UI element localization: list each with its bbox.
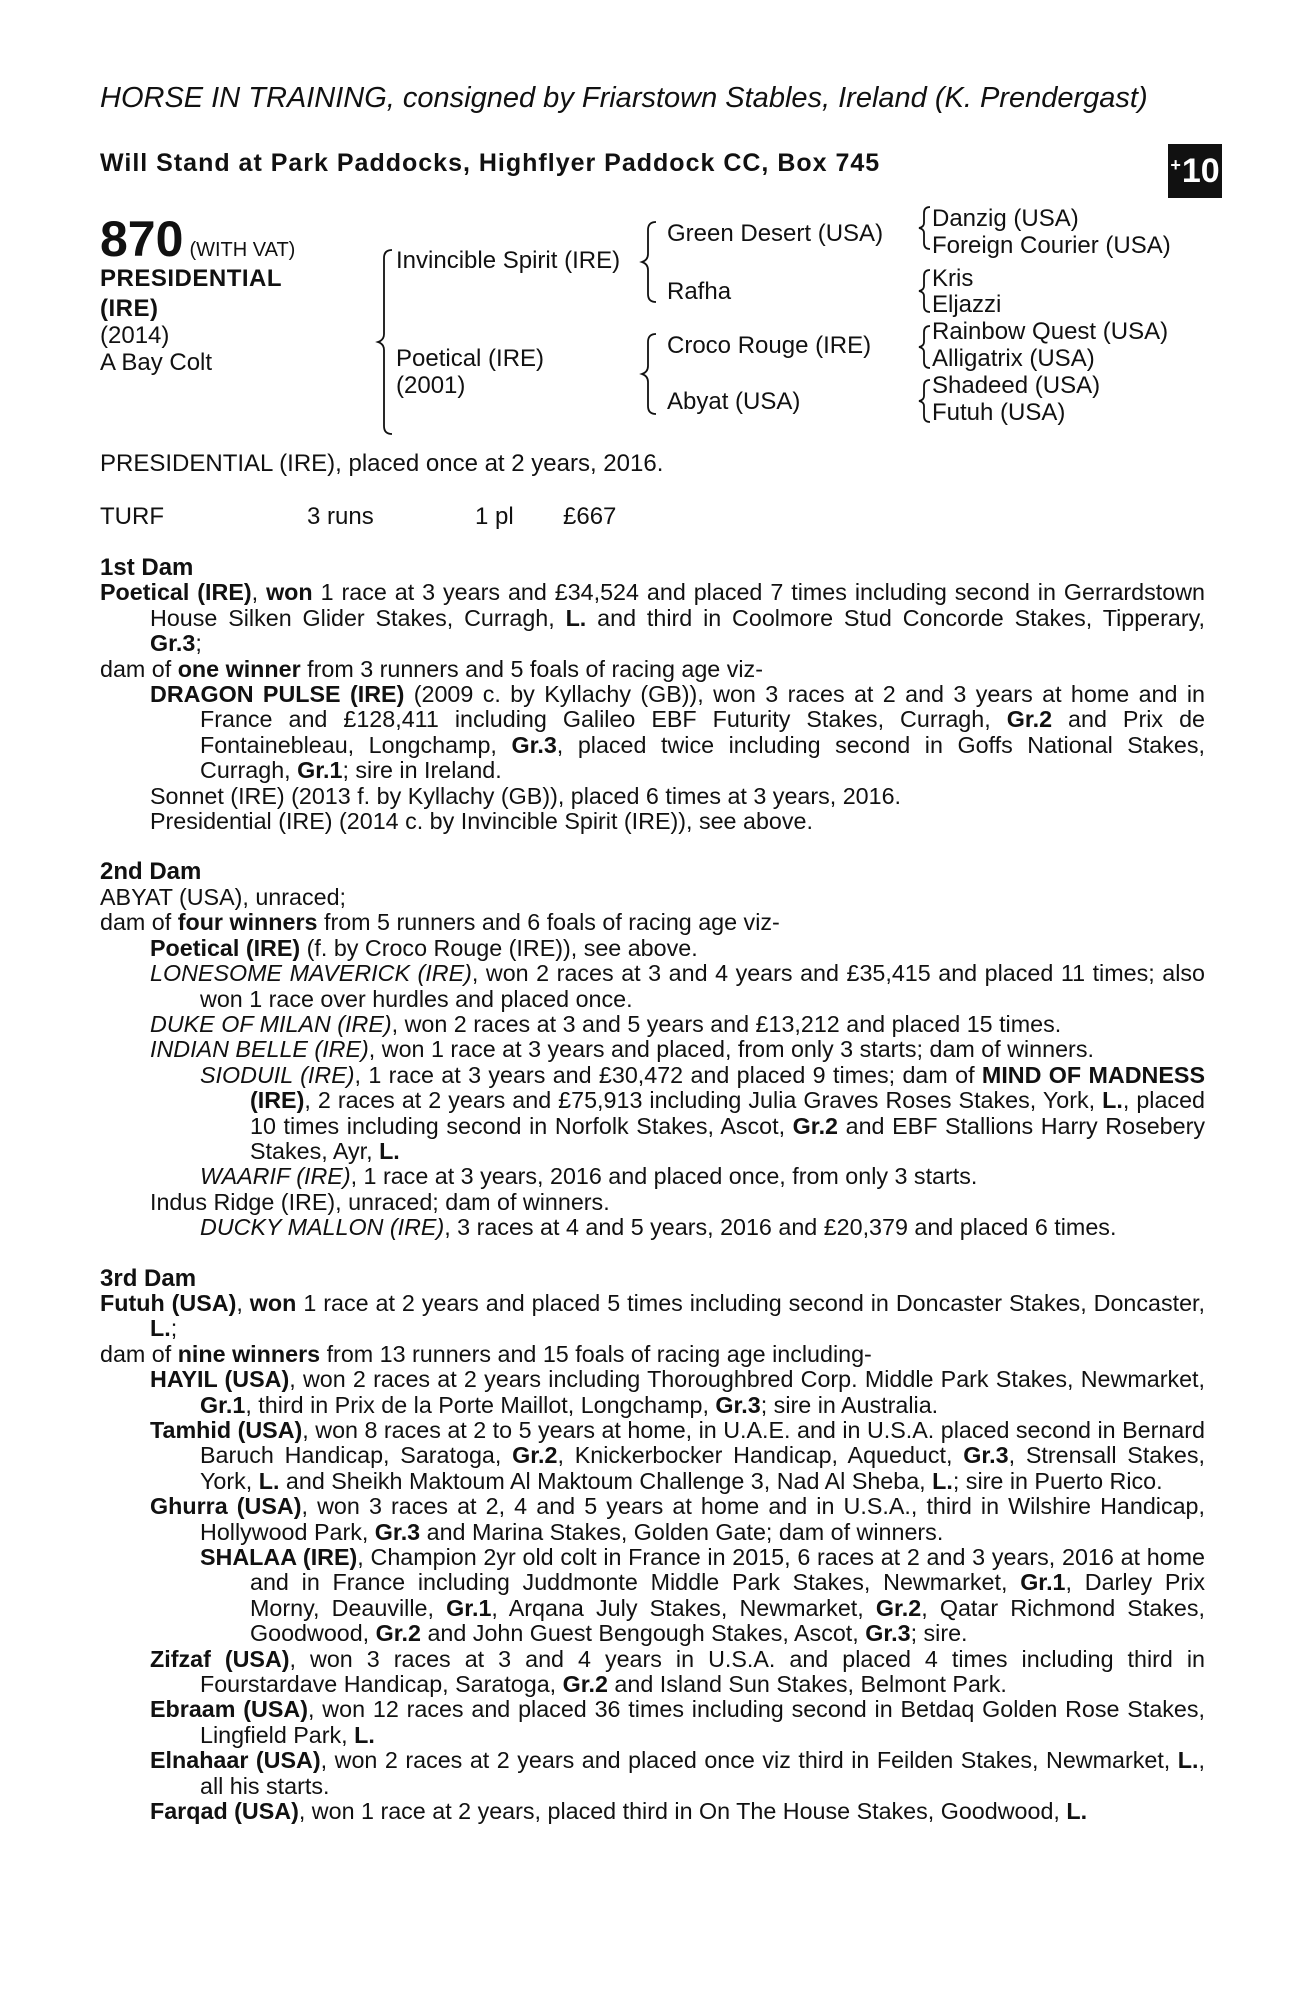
dam2-offspring-5: Indus Ridge (IRE), unraced; dam of winners. bbox=[150, 1188, 610, 1215]
badge-plus: + bbox=[1170, 154, 1181, 175]
ped-dsd: Alligatrix (USA) bbox=[932, 345, 1095, 372]
ped-sds: Kris bbox=[932, 265, 974, 292]
dam-sire: Croco Rouge (IRE) bbox=[667, 332, 872, 359]
sire: Invincible Spirit (IRE) bbox=[396, 247, 621, 274]
dam3-offspring-5: Ebraam (USA), won 12 races and placed 36 times including second in Betdaq Golden Rose Stakes, Lingfield Park, L. bbox=[150, 1696, 1206, 1748]
dam3-grand-1: SHALAA (IRE), Champion 2yr old colt in France in 2015, 6 races at 2 and 3 years, 2016 at home and in France including Juddmonte Middle Park Stakes, Newmarket, Gr.1, Darley Prix Morny, Deauville, Gr.1, Arqana July Stakes, Newmarket, Gr.2, Qatar Richmond Stakes, Goodwood, Gr.2 and John Guest Bengough Stakes, Ascot, Gr.3; sire. bbox=[200, 1544, 1206, 1647]
turf-earnings: £667 bbox=[563, 503, 617, 530]
ped-dds: Shadeed (USA) bbox=[932, 372, 1101, 399]
catalogue-body bbox=[100, 555, 1205, 1825]
ped-sdd: Eljazzi bbox=[932, 291, 1002, 318]
dam3-offspring-6: Elnahaar (USA), won 2 races at 2 years and placed once viz third in Feilden Stakes, Newmarket, L., all his starts. bbox=[150, 1747, 1205, 1799]
horse-name-line2: (IRE) bbox=[100, 295, 159, 322]
vat-note: (WITH VAT) bbox=[189, 239, 296, 261]
dam2-offspring-3: DUKE OF MILAN (IRE), won 2 races at 3 and 5 years and £13,212 and placed 15 times. bbox=[150, 1010, 1062, 1037]
dam2-grand-1: SIODUIL (IRE), 1 race at 3 years and £30,472 and placed 9 times; dam of MIND OF MADNESS (IRE), 2 races at 2 years and £75,913 including Julia Graves Roses Stakes, York, L., placed 10 times including second in Norfolk Stakes, Ascot, Gr.2 and EBF Stallions Harry Rosebery Stakes, Ayr, L. bbox=[200, 1061, 1205, 1164]
horse-year: (2014) bbox=[100, 322, 170, 349]
dam2-produce: dam of four winners from 5 runners and 6 foals of racing age viz- bbox=[100, 909, 780, 936]
dam1-offspring-2: Sonnet (IRE) (2013 f. by Kyllachy (GB)), placed 6 times at 3 years, 2016. bbox=[150, 782, 902, 809]
turf-runs: 3 runs bbox=[307, 503, 374, 530]
turf-placed: 1 pl bbox=[475, 503, 514, 530]
badge-number: 10 bbox=[1181, 151, 1220, 190]
dam: Poetical (IRE) bbox=[396, 345, 545, 372]
sire-sire: Green Desert (USA) bbox=[667, 220, 884, 247]
lot-number: 870 bbox=[100, 211, 184, 267]
dam2-title: 2nd Dam bbox=[100, 858, 202, 886]
dam1-record: Poetical (IRE), won 1 race at 3 years and £34,524 and placed 7 times including second in Gerrardstown House Silken Glider Stakes, Curragh, L. and third in Coolmore Stud Concorde Stakes, Tipperary, Gr.3; bbox=[100, 579, 1205, 657]
dam1-title: 1st Dam bbox=[100, 554, 194, 581]
dam3-produce: dam of nine winners from 13 runners and 15 foals of racing age including- bbox=[100, 1340, 872, 1367]
dam2-offspring-4: INDIAN BELLE (IRE), won 1 race at 3 years and placed, from only 3 starts; dam of winners. bbox=[150, 1036, 1094, 1063]
dam3-record: Futuh (USA), won 1 race at 2 years and placed 5 times including second in Doncaster Stakes, Doncaster, L.; bbox=[100, 1289, 1206, 1342]
sire-dam: Rafha bbox=[667, 278, 732, 305]
dam-year: (2001) bbox=[396, 372, 466, 399]
horse-description: A Bay Colt bbox=[100, 349, 213, 376]
ped-sss: Danzig (USA) bbox=[932, 205, 1079, 232]
dam2-offspring-1: Poetical (IRE) (f. by Croco Rouge (IRE)), see above. bbox=[150, 934, 698, 961]
consignor-header: HORSE IN TRAINING, consigned by Friarstown Stables, Ireland (K. Prendergast) bbox=[100, 82, 1148, 114]
horse-name-line1: PRESIDENTIAL bbox=[100, 265, 283, 292]
ped-ssd: Foreign Courier (USA) bbox=[932, 232, 1171, 259]
pedigree-brackets bbox=[0, 0, 1314, 460]
stand-location: Will Stand at Park Paddocks, Highflyer Paddock CC, Box 745 bbox=[100, 149, 881, 177]
dam3-offspring-3: Ghurra (USA), won 3 races at 2, 4 and 5 years at home and in U.S.A., third in Wilshire Handicap, Hollywood Park, Gr.3 and Marina Stakes, Golden Gate; dam of winners. bbox=[150, 1493, 1205, 1545]
dam2-grand-2: WAARIF (IRE), 1 race at 3 years, 2016 and placed once, from only 3 starts. bbox=[200, 1163, 978, 1190]
turf-label: TURF bbox=[100, 503, 164, 530]
dam3-offspring-4: Zifzaf (USA), won 3 races at 3 and 4 years in U.S.A. and placed 4 times including third in Fourstardave Handicap, Saratoga, Gr.2 and Island Sun Stakes, Belmont Park. bbox=[150, 1645, 1205, 1698]
ped-ddd: Futuh (USA) bbox=[932, 399, 1066, 426]
dam1-offspring-3: Presidential (IRE) (2014 c. by Invincible Spirit (IRE)), see above. bbox=[150, 808, 813, 835]
dam1-offspring-1: DRAGON PULSE (IRE) (2009 c. by Kyllachy (GB)), won 3 races at 2 and 3 years at home and in France and £128,411 including Galileo EBF Futurity Stakes, Curragh, Gr.2 and Prix de Fontainebleau, Longchamp, Gr.3, placed twice including second in Goffs National Stakes, Curragh, Gr.1; sire in Ireland. bbox=[150, 681, 1205, 784]
dam-dam: Abyat (USA) bbox=[667, 388, 801, 415]
dam3-offspring-2: Tamhid (USA), won 8 races at 2 to 5 years at home, in U.A.E. and in U.S.A. placed second in Bernard Baruch Handicap, Saratoga, Gr.2, Knickerbocker Handicap, Aqueduct, Gr.3, Strensall Stakes, York, L. and Sheikh Maktoum Al Maktoum Challenge 3, Nad Al Sheba, L.; sire in Puerto Rico. bbox=[150, 1417, 1205, 1494]
race-summary: PRESIDENTIAL (IRE), placed once at 2 years, 2016. bbox=[100, 450, 664, 477]
dam1-produce: dam of one winner from 3 runners and 5 foals of racing age viz- bbox=[100, 655, 763, 682]
dam3-title: 3rd Dam bbox=[100, 1264, 197, 1292]
dam3-offspring-7: Farqad (USA), won 1 race at 2 years, placed third in On The House Stakes, Goodwood, L. bbox=[150, 1798, 1088, 1825]
dam2-offspring-2: LONESOME MAVERICK (IRE), won 2 races at 3 and 4 years and £35,415 and placed 11 times; also won 1 race over hurdles and placed once. bbox=[150, 960, 1206, 1012]
ped-dss: Rainbow Quest (USA) bbox=[932, 318, 1169, 345]
dam2-grand-3: DUCKY MALLON (IRE), 3 races at 4 and 5 years, 2016 and £20,379 and placed 6 times. bbox=[200, 1214, 1117, 1241]
dam2-record: ABYAT (USA), unraced; bbox=[100, 883, 347, 910]
dam3-offspring-1: HAYIL (USA), won 2 races at 2 years including Thoroughbred Corp. Middle Park Stakes, Newmarket, Gr.1, third in Prix de la Porte Maillot, Longchamp, Gr.3; sire in Australia. bbox=[150, 1366, 1205, 1418]
